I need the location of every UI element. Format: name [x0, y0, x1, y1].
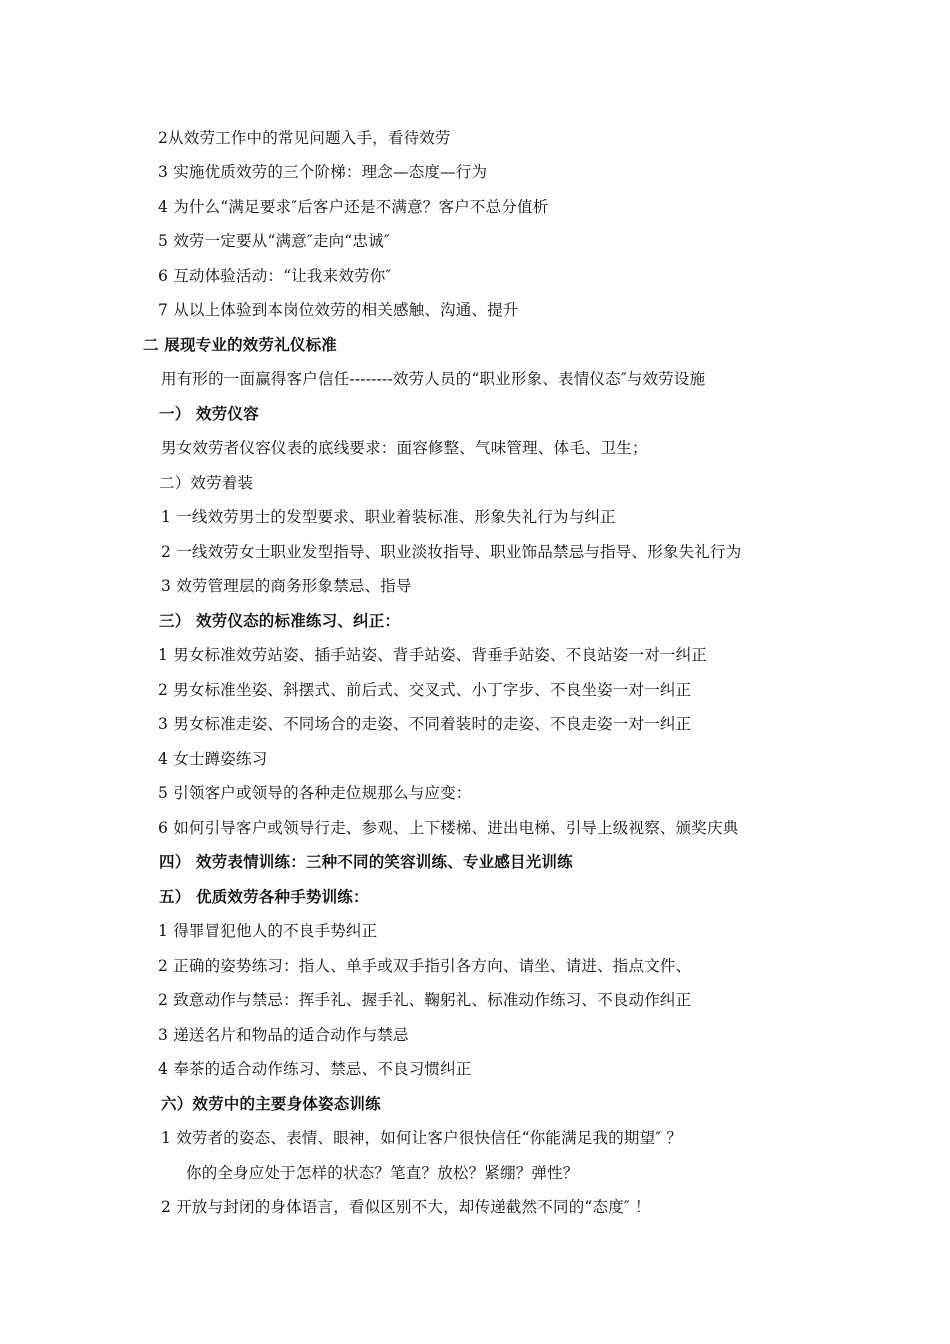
text-line: 6 互动体验活动：“让我来效劳你″	[158, 267, 392, 285]
text-line: 5 效劳一定要从“满意″走向“忠诚″	[158, 232, 390, 250]
text-line: 3 男女标准走姿、不同场合的走姿、不同着装时的走姿、不良走姿一对一纠正	[158, 715, 692, 733]
text-line: 2 男女标准坐姿、斜摆式、前后式、交叉式、小丁字步、不良坐姿一对一纠正	[158, 681, 692, 699]
subsection-heading: 二）效劳着装	[159, 474, 254, 492]
text-line: 2 开放与封闭的身体语言，看似区别不大，却传递截然不同的“态度″ ！	[161, 1198, 651, 1216]
text-line: 1 得罪冒犯他人的不良手势纠正	[158, 922, 378, 940]
text-line: 5 引领客户或领导的各种走位规那么与应变：	[158, 784, 472, 802]
text-line: 2 一线效劳女士职业发型指导、职业淡妆指导、职业饰品禁忌与指导、形象失礼行为	[161, 543, 742, 561]
text-line: 3 递送名片和物品的适合动作与禁忌	[158, 1026, 409, 1044]
subsection-heading: 四） 效劳表情训练：三种不同的笑容训练、专业感目光训练	[159, 852, 573, 871]
text-line: 6 如何引导客户或领导行走、参观、上下楼梯、进出电梯、引导上级视察、颁奖庆典	[158, 819, 739, 837]
text-line: 4 为什么“满足要求″后客户还是不满意？客户不总分值析	[158, 198, 549, 216]
text-line: 1 男女标准效劳站姿、插手站姿、背手站姿、背垂手站姿、不良站姿一对一纠正	[158, 646, 707, 664]
text-line: 用有形的一面赢得客户信任--------效劳人员的“职业形象、表情仪态″与效劳设施	[161, 370, 706, 388]
text-line: 2从效劳工作中的常见问题入手，看待效劳	[158, 129, 451, 147]
subsection-heading: 三） 效劳仪态的标准练习、纠正：	[159, 611, 401, 630]
text-line: 3 效劳管理层的商务形象禁忌、指导	[161, 577, 412, 595]
text-line: 你的全身应处于怎样的状态？笔直？放松？紧绷？弹性？	[186, 1164, 579, 1182]
text-line: 1 效劳者的姿态、表情、眼神，如何让客户很快信任“你能满足我的期望″ ？	[161, 1129, 683, 1147]
subsection-heading: 五） 优质效劳各种手势训练：	[159, 887, 369, 906]
text-line: 1 一线效劳男士的发型要求、职业着装标准、形象失礼行为与纠正	[161, 508, 616, 526]
text-line: 4 奉茶的适合动作练习、禁忌、不良习惯纠正	[158, 1060, 472, 1078]
subsection-heading: 六）效劳中的主要身体姿态训练	[161, 1094, 381, 1113]
text-line: 3 实施优质效劳的三个阶梯：理念—态度—行为	[158, 163, 488, 181]
text-line: 4 女士蹲姿练习	[158, 750, 268, 768]
text-line: 2 致意动作与禁忌：挥手礼、握手礼、鞠躬礼、标准动作练习、不良动作纠正	[158, 991, 692, 1009]
text-line: 7 从以上体验到本岗位效劳的相关感触、沟通、提升	[158, 301, 519, 319]
subsection-heading: 一） 效劳仪容	[159, 404, 259, 423]
text-line: 男女效劳者仪容仪表的底线要求：面容修整、气味管理、体毛、卫生；	[161, 439, 648, 457]
text-line: 2 正确的姿势练习：指人、单手或双手指引各方向、请坐、请进、指点文件、	[158, 957, 692, 975]
section-heading: 二 展现专业的效劳礼仪标准	[143, 335, 337, 354]
